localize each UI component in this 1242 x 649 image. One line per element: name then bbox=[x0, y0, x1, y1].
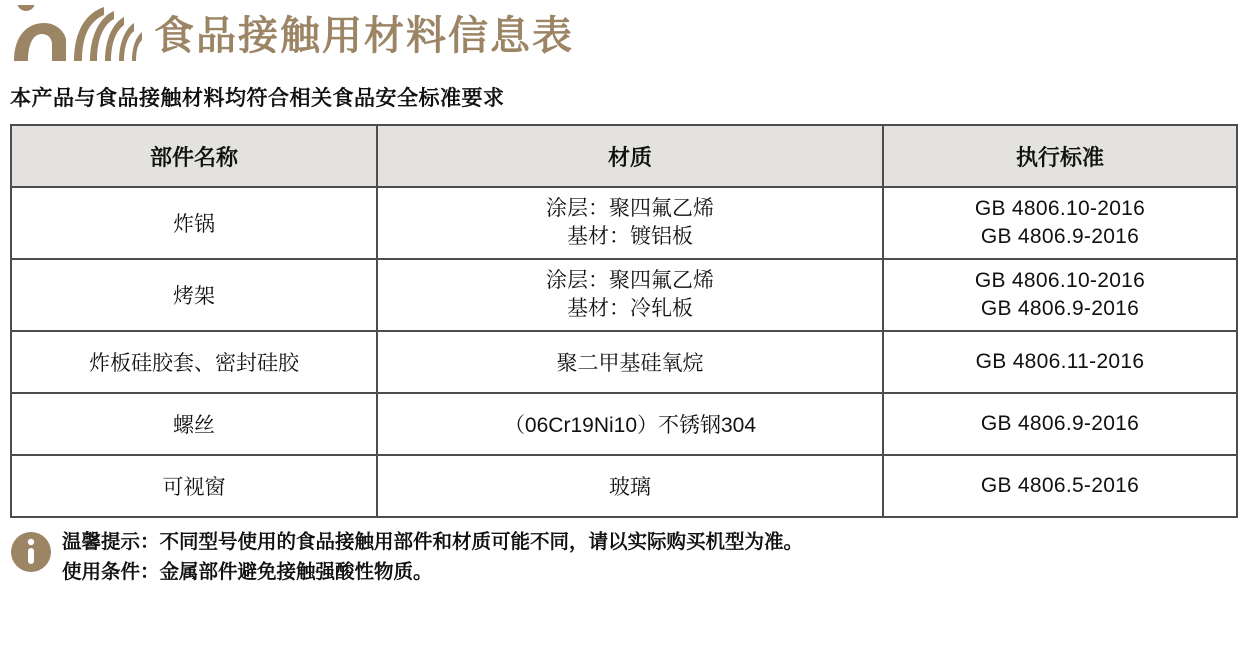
info-icon bbox=[10, 531, 52, 578]
material-line: 基材：镀铝板 bbox=[567, 225, 693, 248]
notes-text bbox=[62, 527, 803, 587]
page-header bbox=[8, 0, 1234, 72]
material-line: 涂层：聚四氟乙烯 bbox=[546, 269, 714, 293]
cell-material bbox=[377, 259, 883, 331]
column-header-material: 材质 bbox=[377, 125, 883, 187]
table-row bbox=[11, 393, 1237, 455]
cell-part: 炸锅 bbox=[11, 187, 377, 259]
cell-standard: GB 4806.5-2016 bbox=[883, 455, 1237, 517]
table-header-row bbox=[11, 125, 1237, 187]
cell-part: 炸板硅胶套、密封硅胶 bbox=[11, 331, 377, 393]
brand-logo-icon bbox=[12, 5, 144, 67]
cell-standard: GB 4806.11-2016 bbox=[883, 331, 1237, 393]
cell-part: 烤架 bbox=[11, 259, 377, 331]
standard-line: GB 4806.10-2016 bbox=[974, 269, 1146, 293]
cell-part: 螺丝 bbox=[11, 393, 377, 455]
page-subtitle: 本产品与食品接触材料均符合相关食品安全标准要求 bbox=[10, 87, 505, 110]
standard-line: GB 4806.9-2016 bbox=[980, 225, 1140, 248]
material-line: 基材：冷轧板 bbox=[567, 297, 693, 320]
table-row bbox=[11, 187, 1237, 259]
material-line: 涂层：聚四氟乙烯 bbox=[546, 197, 714, 221]
cell-material: （06Cr19Ni10）不锈钢304 bbox=[377, 393, 883, 455]
column-header-standard: 执行标准 bbox=[883, 125, 1237, 187]
column-header-part: 部件名称 bbox=[11, 125, 377, 187]
cell-material: 聚二甲基硅氧烷 bbox=[377, 331, 883, 393]
standard-line: GB 4806.10-2016 bbox=[974, 197, 1146, 221]
table-row bbox=[11, 259, 1237, 331]
notes-section bbox=[10, 527, 1234, 587]
cell-standard bbox=[883, 259, 1237, 331]
material-table bbox=[10, 124, 1238, 518]
note-line-tip: 温馨提示：不同型号使用的食品接触用部件和材质可能不同，请以实际购买机型为准。 bbox=[62, 531, 804, 553]
standard-line: GB 4806.9-2016 bbox=[980, 297, 1140, 320]
cell-standard: GB 4806.9-2016 bbox=[883, 393, 1237, 455]
cell-material: 玻璃 bbox=[377, 455, 883, 517]
note-line-usage: 使用条件：金属部件避免接触强酸性物质。 bbox=[62, 561, 433, 584]
cell-material bbox=[377, 187, 883, 259]
cell-standard bbox=[883, 187, 1237, 259]
page-title: 食品接触用材料信息表 bbox=[154, 14, 574, 58]
table-row bbox=[11, 455, 1237, 517]
cell-part: 可视窗 bbox=[11, 455, 377, 517]
table-row bbox=[11, 331, 1237, 393]
